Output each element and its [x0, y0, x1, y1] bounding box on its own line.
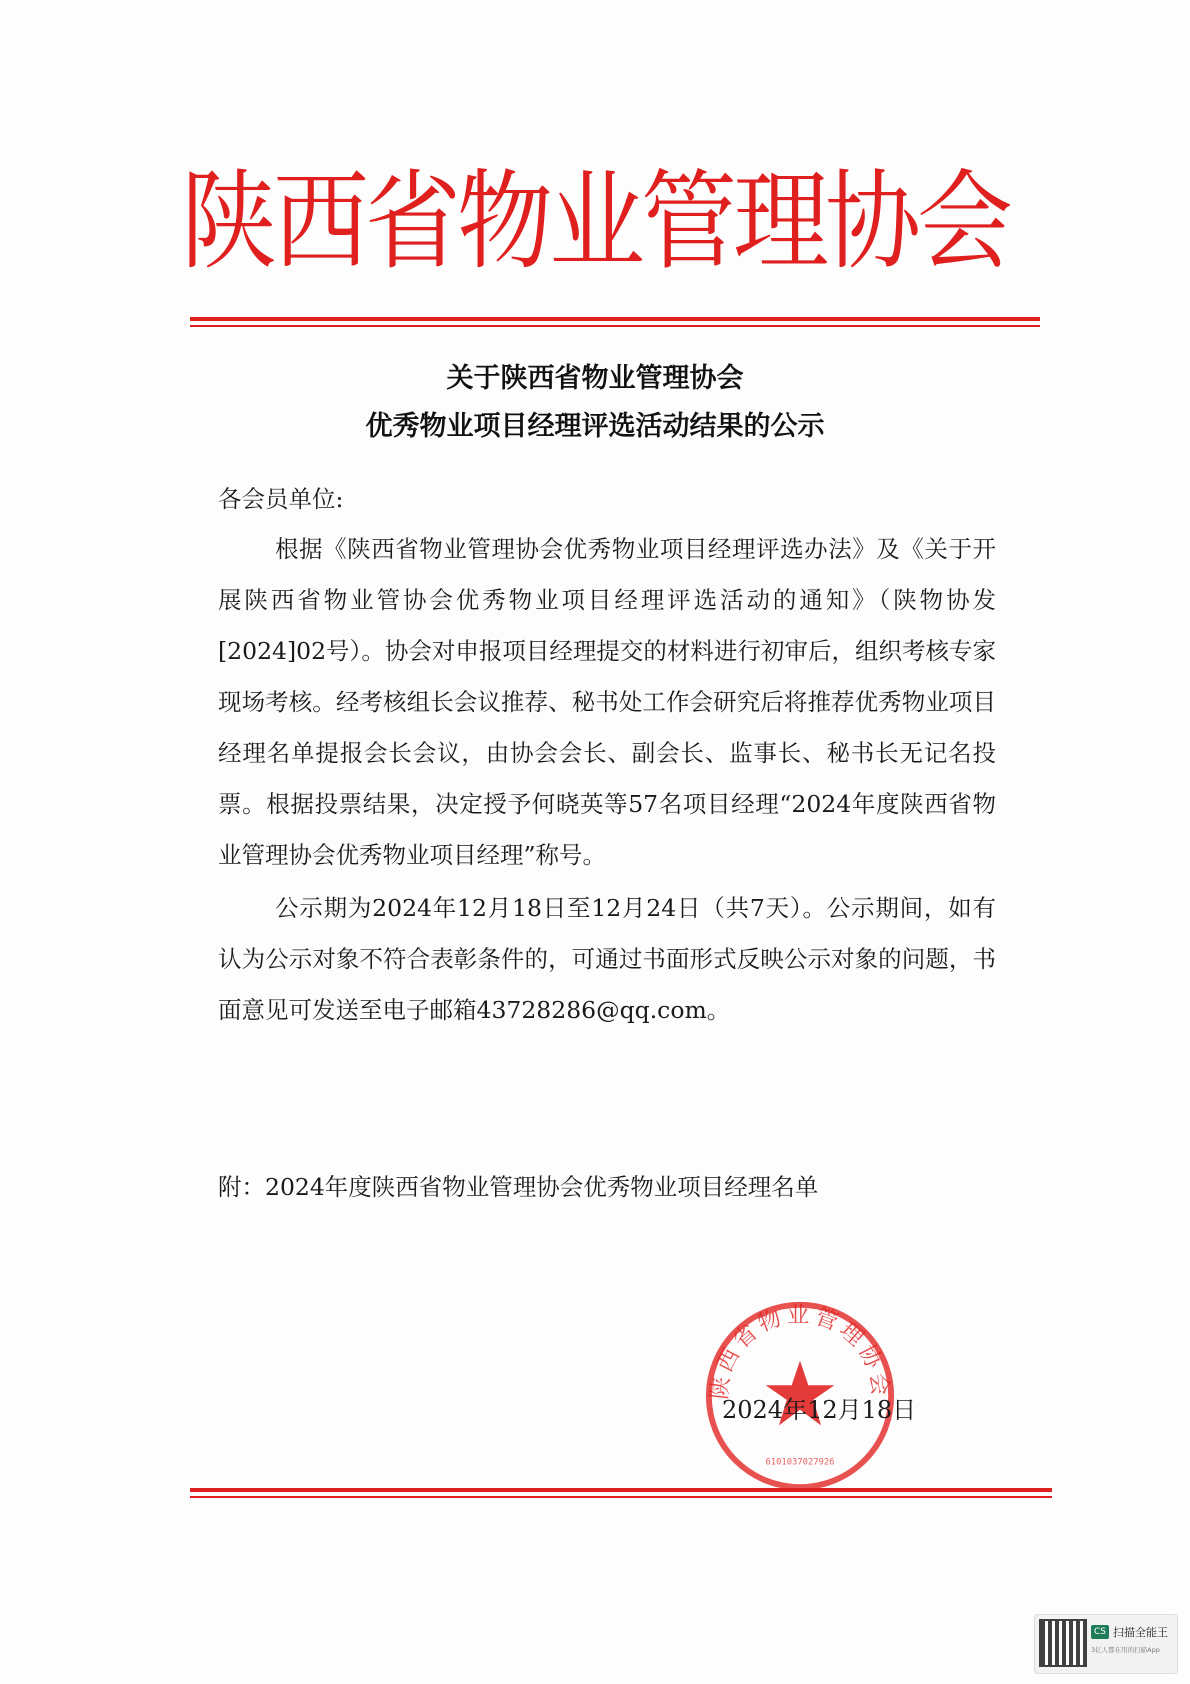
document-title-line1: 关于陕西省物业管理协会 — [446, 363, 744, 394]
scanner-slogan: 3亿人都在用的扫描App — [1091, 1646, 1160, 1654]
body-paragraph-1: 根据《陕西省物业管理协会优秀物业项目经理评选办法》及《关于开展陕西省物业管协会优秀物业项目经理评选活动的通知》（陕物协发[2024]02号）。协会对申报项目经理提交的材料进行初审后，组织考核专家现场考核。经考核组长会议推荐、秘书处工作会研究后将推荐优秀物业项目经理名单提报会长会议，由协会会长、副会长、监事长、秘书长无记名投票。根据投票结果，决定授予何晓英等57名项目经理“2024年度陕西省物业管理协会优秀物业项目经理”称号。 — [218, 535, 996, 869]
issue-date: 2024年12月18日 — [722, 1396, 917, 1424]
seal-text: 陕西省物业管理协会 — [706, 1302, 894, 1401]
scanner-watermark-badge — [1034, 1614, 1178, 1674]
document-title-line2: 优秀物业项目经理评选活动结果的公示 — [365, 411, 825, 442]
attachment-note: 附：2024年度陕西省物业管理协会优秀物业项目经理名单 — [218, 1173, 819, 1201]
body-paragraph-2: 公示期为2024年12月18日至12月24日（共7天）。公示期间，如有认为公示对象不符合表彰条件的，可通过书面形式反映公示对象的问题，书面意见可发送至电子邮箱43728286@qq.com。 — [218, 894, 996, 1024]
letterhead-rule-thin — [190, 325, 1040, 327]
footer-rule-thin — [190, 1496, 1052, 1498]
footer-rule-thick — [190, 1488, 1052, 1492]
salutation: 各会员单位: — [218, 485, 344, 513]
document-body — [218, 524, 996, 1036]
scanner-brand: 扫描全能王 — [1113, 1626, 1168, 1639]
seal-number: 6101037027926 — [765, 1457, 835, 1468]
letterhead-rule-thick — [190, 317, 1040, 321]
qr-code-icon — [1041, 1621, 1085, 1665]
scanner-logo: CS — [1091, 1625, 1109, 1639]
letterhead-org-name: 陕西省物业管理协会 — [181, 159, 1009, 285]
